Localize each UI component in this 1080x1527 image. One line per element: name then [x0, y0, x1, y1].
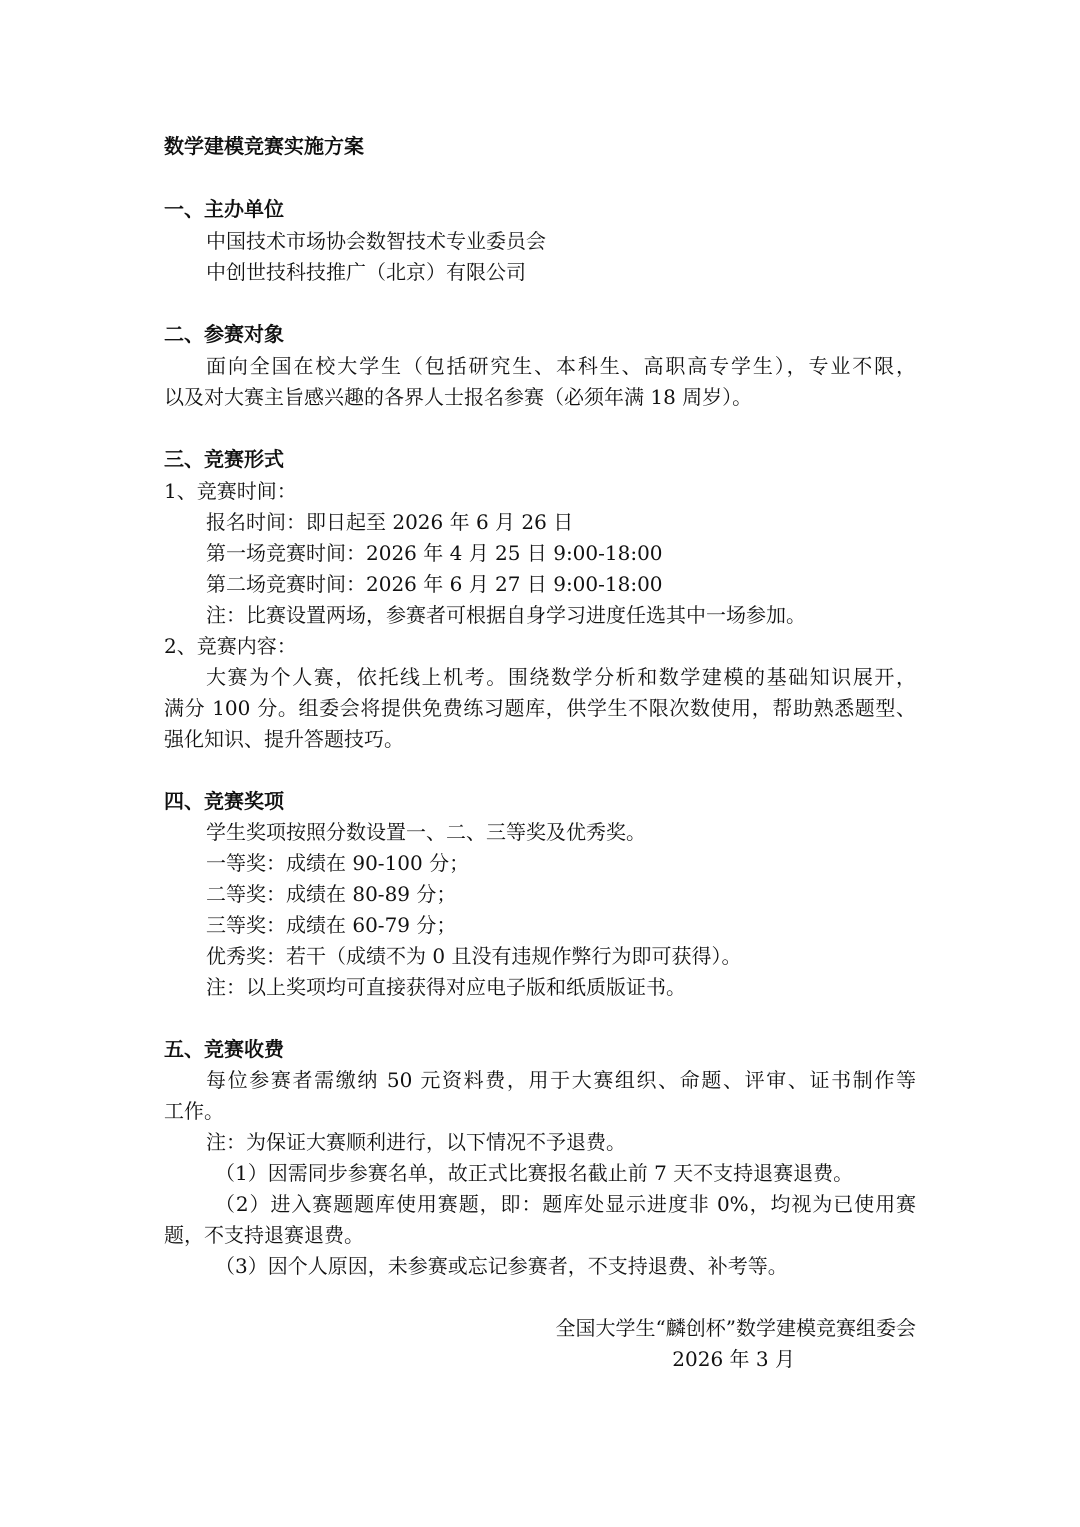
refund-rule-2-line-1: （2）进入赛题题库使用赛题，即：题库处显示进度非 0%，均视为已使用赛 [215, 1192, 916, 1216]
section-heading-format: 三、竞赛形式 [164, 447, 284, 471]
organizer-1: 中国技术市场协会数智技术专业委员会 [206, 229, 546, 253]
content-paragraph-line-1: 大赛为个人赛，依托线上机考。围绕数学分析和数学建模的基础知识展开， [206, 665, 916, 689]
document-title: 数学建模竞赛实施方案 [164, 134, 364, 158]
content-paragraph-line-3: 强化知识、提升答题技巧。 [164, 727, 404, 751]
refund-rule-3: （3）因个人原因，未参赛或忘记参赛者，不支持退费、补考等。 [215, 1254, 788, 1278]
fees-paragraph-line-2: 工作。 [164, 1099, 224, 1123]
second-session-time: 第二场竞赛时间：2026 年 6 月 27 日 9:00-18:00 [206, 572, 663, 596]
first-session-time: 第一场竞赛时间：2026 年 4 月 25 日 9:00-18:00 [206, 541, 663, 565]
content-paragraph-line-2: 满分 100 分。组委会将提供免费练习题库，供学生不限次数使用，帮助熟悉题型、 [164, 696, 916, 720]
subheading-time: 1、竞赛时间： [164, 479, 297, 503]
signature-organizer: 全国大学生“麟创杯”数学建模竞赛组委会 [555, 1316, 916, 1340]
section-heading-participants: 二、参赛对象 [164, 322, 284, 346]
participants-paragraph-line-2: 以及对大赛主旨感兴趣的各界人士报名参赛（必须年满 18 周岁）。 [164, 385, 753, 409]
section-heading-organizers: 一、主办单位 [164, 197, 284, 221]
organizer-2: 中创世技科技推广（北京）有限公司 [206, 260, 526, 284]
awards-note: 注：以上奖项均可直接获得对应电子版和纸质版证书。 [206, 975, 686, 999]
awards-intro: 学生奖项按照分数设置一、二、三等奖及优秀奖。 [206, 820, 646, 844]
refund-note: 注：为保证大赛顺利进行，以下情况不予退费。 [206, 1130, 626, 1154]
refund-rule-2-line-2: 题，不支持退赛退费。 [164, 1223, 364, 1247]
award-first-prize: 一等奖：成绩在 90-100 分； [206, 851, 470, 875]
session-note: 注：比赛设置两场，参赛者可根据自身学习进度任选其中一场参加。 [206, 603, 806, 627]
registration-time: 报名时间：即日起至 2026 年 6 月 26 日 [206, 510, 574, 534]
signature-date: 2026 年 3 月 [672, 1347, 795, 1371]
section-heading-fees: 五、竞赛收费 [164, 1037, 284, 1061]
award-excellence: 优秀奖：若干（成绩不为 0 且没有违规作弊行为即可获得）。 [206, 944, 742, 968]
refund-rule-1: （1）因需同步参赛名单，故正式比赛报名截止前 7 天不支持退赛退费。 [215, 1161, 854, 1185]
participants-paragraph-line-1: 面向全国在校大学生（包括研究生、本科生、高职高专学生），专业不限， [206, 354, 916, 378]
award-second-prize: 二等奖：成绩在 80-89 分； [206, 882, 457, 906]
award-third-prize: 三等奖：成绩在 60-79 分； [206, 913, 457, 937]
subheading-content: 2、竞赛内容： [164, 634, 297, 658]
fees-paragraph-line-1: 每位参赛者需缴纳 50 元资料费，用于大赛组织、命题、评审、证书制作等 [206, 1068, 916, 1092]
section-heading-awards: 四、竞赛奖项 [164, 789, 284, 813]
